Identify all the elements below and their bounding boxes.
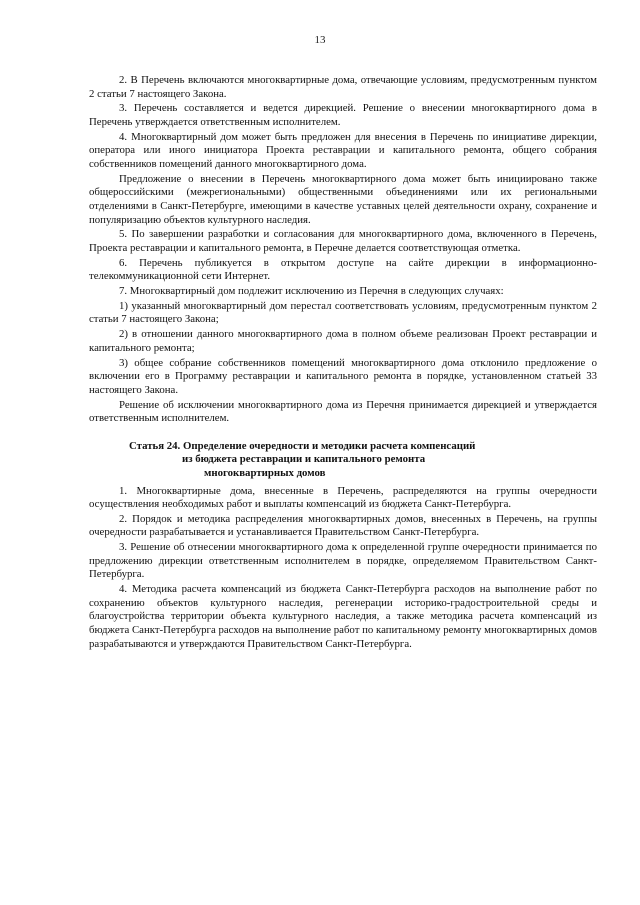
document-body: [89, 74, 597, 652]
paragraph: 2) в отношении данного многоквартирного дома в полном объеме реализован Проект реставрации и капитального ремонта;: [89, 328, 597, 354]
article-title-line: из бюджета реставрации и капитального ремонта: [182, 453, 426, 466]
page-number: 13: [314, 34, 326, 46]
paragraph: 3) общее собрание собственников помещений многоквартирного дома отклонило предложение о включении его в Программу реставрации и капитального ремонта в порядке, установленном статьей 33 настоящего Закона.: [89, 356, 597, 396]
paragraph: 1) указанный многоквартирный дом перестал соответствовать условиям, предусмотренным пунктом 2 статьи 7 настоящего Закона;: [89, 299, 597, 326]
paragraph: 4. Методика расчета компенсаций из бюджета Санкт-Петербурга расходов на выполнение работ по сохранению объектов культурного наследия, регенерации историко-градостроительной среды и благоустройства территории объекта культурного наследия, а также методика расчета компенсаций из бюджета Санкт-Петербурга расходов на выполнение работ по капитальному ремонту многоквартирных домов разрабатываются и утверждаются Правительством Санкт-Петербурга.: [89, 583, 597, 650]
paragraph: 3. Решение об отнесении многоквартирного дома к определенной группе очередности принимается по предложению дирекции ответственным исполнителем в порядке, определяемом Правительством Санкт-Петербурга.: [89, 541, 597, 581]
paragraph: 1. Многоквартирные дома, внесенные в Перечень, распределяются на группы очередности осуществления необходимых работ и выплаты компенсаций из бюджета Санкт-Петербурга.: [89, 484, 597, 511]
paragraph: 4. Многоквартирный дом может быть предложен для внесения в Перечень по инициативе дирекции, оператора или иного инициатора Проекта реставрации и капитального ремонта, общего собрания собственников помещений данного многоквартирного дома.: [89, 130, 597, 170]
paragraph: Решение об исключении многоквартирного дома из Перечня принимается дирекцией и утверждается ответственным исполнителем.: [89, 398, 597, 425]
article-title-line: многоквартирных домов: [204, 466, 326, 479]
paragraph: 2. Порядок и методика распределения многоквартирных домов, внесенных в Перечень, на группы очередности разрабатывается и устанавливается Правительством Санкт-Петербурга.: [89, 512, 597, 539]
paragraph: 7. Многоквартирный дом подлежит исключению из Перечня в следующих случаях:: [119, 285, 504, 298]
paragraph: 5. По завершении разработки и согласования для многоквартирного дома, включенного в Перечень, Проекта реставрации и капитального ремонта, в Перечне делается соответствующая отметка.: [89, 228, 597, 254]
paragraph: 2. В Перечень включаются многоквартирные дома, отвечающие условиям, предусмотренным пунктом 2 статьи 7 настоящего Закона.: [89, 74, 597, 100]
article-title: [89, 440, 597, 481]
paragraph: 3. Перечень составляется и ведется дирекцией. Решение о внесении многоквартирного дома в Перечень утверждается ответственным исполнителем.: [89, 102, 597, 128]
article-title-line: Статья 24. Определение очередности и методики расчета компенсаций: [129, 439, 476, 452]
paragraph: Предложение о внесении в Перечень многоквартирного дома может быть инициировано также общероссийскими (межрегиональными) общественными объединениями или их региональными отделениями в Санкт-Петербурге, имеющими в качестве уставных целей деятельности охрану, сохранение и популяризацию объектов культурного наследия.: [89, 172, 597, 226]
paragraph: 6. Перечень публикуется в открытом доступе на сайте дирекции в информационно-телекоммуникационной сети Интернет.: [89, 256, 597, 283]
